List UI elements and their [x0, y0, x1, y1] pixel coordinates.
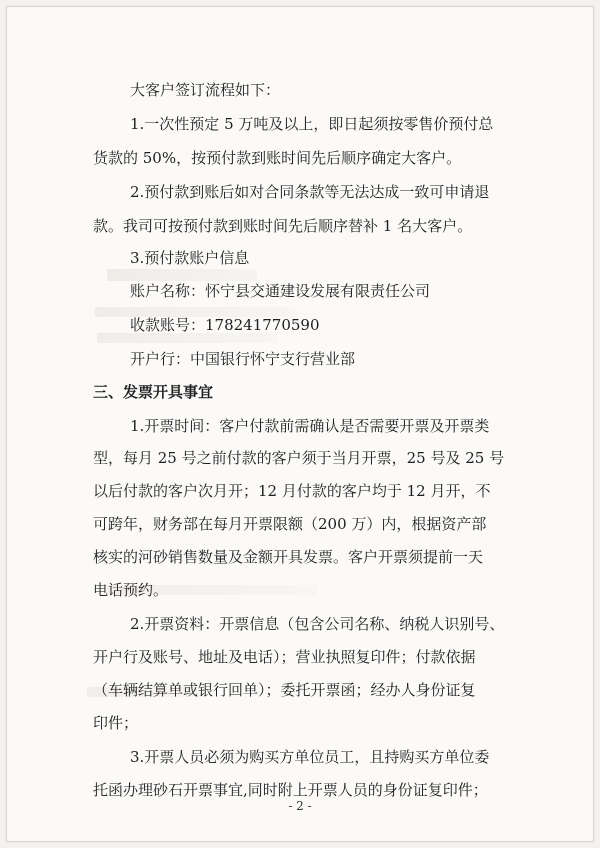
text-line: 2.开票资料：开票信息（包含公司名称、纳税人识别号、	[130, 615, 505, 633]
text-line: 3.开票人员必须为购买方单位员工，且持购买方单位委	[130, 748, 490, 766]
text-line: 以后付款的客户次月开；12 月付款的客户均于 12 月开，不	[93, 482, 491, 500]
document-page	[6, 6, 594, 842]
text-line: 1.开票时间：客户付款前需确认是否需要开票及开票类	[130, 417, 490, 435]
text-line: 开户行：中国银行怀宁支行营业部	[130, 350, 356, 368]
text-line: （车辆结算单或银行回单）；委托开票函；经办人身份证复	[93, 681, 476, 699]
show-through-mark	[107, 269, 257, 281]
section-heading: 三、发票开具事宜	[93, 383, 214, 401]
text-line: 1.一次性预定 5 万吨及以上，即日起须按零售价预付总	[130, 115, 494, 133]
text-line: 可跨年，财务部在每月开票限额（200 万）内，根据资产部	[93, 515, 487, 533]
text-line: 收款账号：178241770590	[130, 316, 320, 334]
text-line: 托函办理砂石开票事宜,同时附上开票人员的身份证复印件；	[93, 781, 488, 799]
text-line: 开户行及账号、地址及电话）；营业执照复印件；付款依据	[93, 648, 476, 666]
page-number: - 2 -	[288, 799, 312, 813]
text-line: 型，每月 25 号之前付款的客户须于当月开票，25 号及 25 号	[93, 449, 505, 467]
text-line: 印件；	[93, 714, 139, 732]
text-line: 3.预付款账户信息	[130, 249, 250, 267]
text-line: 电话预约。	[93, 581, 169, 599]
text-line: 账户名称：怀宁县交通建设发展有限责任公司	[130, 282, 431, 300]
text-line: 款。我司可按预付款到账时间先后顺序替补 1 名大客户。	[93, 217, 473, 235]
text-line: 核实的河砂销售数量及金额开具发票。客户开票须提前一天	[93, 548, 484, 566]
text-line: 大客户签订流程如下：	[130, 81, 281, 99]
text-line: 2.预付款到账后如对合同条款等无法达成一致可申请退	[130, 183, 490, 201]
text-line: 货款的 50%，按预付款到账时间先后顺序确定大客户。	[93, 149, 462, 167]
